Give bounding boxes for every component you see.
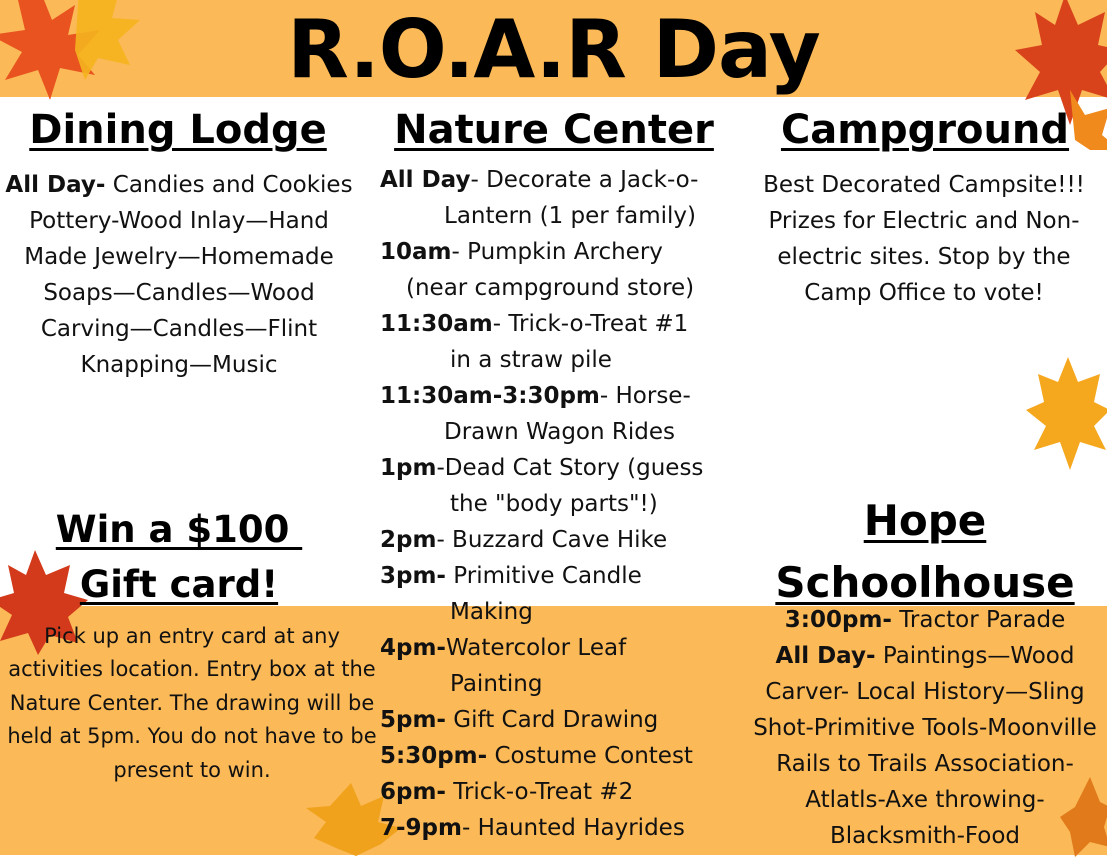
gift-card-text: Pick up an entry card at any activities location. Entry box at the Nature Center. The drawing will be held at 5pm. You do not have to be present to win. <box>7 624 377 782</box>
schedule-desc: Costume Contest <box>487 743 693 769</box>
hope-bold-2: All Day- <box>775 643 876 669</box>
schedule-desc: - Trick-o-Treat #1 <box>492 311 689 337</box>
schedule-item <box>380 738 730 774</box>
hope-heading-line1: Hope <box>863 496 987 545</box>
hope-bold-1: 3:00pm- <box>784 607 892 633</box>
schedule-time: All Day <box>380 167 471 193</box>
maple-leaf-right-middle-icon <box>1018 352 1107 472</box>
hope-text-2: Paintings—Wood Carver- Local History—Sling Shot-Primitive Tools-Moonville Rails to Trails Association-Atlatls-Axe throwing-Blacksmith-Food <box>753 643 1097 849</box>
hope-schoolhouse-heading <box>744 490 1106 614</box>
schedule-item <box>380 234 730 270</box>
nature-center-heading: Nature Center <box>394 107 714 153</box>
schedule-item <box>380 306 730 342</box>
schedule-item <box>380 702 730 738</box>
dining-bold-label: All Day- <box>5 172 106 198</box>
schedule-item <box>380 558 730 594</box>
hope-text-1: Tractor Parade <box>891 607 1066 633</box>
schedule-time: 11:30am <box>380 311 493 337</box>
schedule-desc: Primitive Candle <box>445 563 642 589</box>
dining-description: Candies and Cookies Pottery-Wood Inlay—Hand Made Jewelry—Homemade Soaps—Candles—Wood Carving—Candles—Flint Knapping—Music <box>24 172 353 378</box>
schedule-desc-continued: (near campground store) <box>406 275 695 301</box>
schedule-desc-continued: Lantern (1 per family) <box>444 203 696 229</box>
schedule-desc: - Pumpkin Archery <box>451 239 663 265</box>
campground-text: Best Decorated Campsite!!! Prizes for Electric and Non-electric sites. Stop by the Camp Office to vote! <box>763 172 1085 306</box>
schedule-desc: - Buzzard Cave Hike <box>436 527 668 553</box>
schedule-time: 6pm- <box>380 779 446 805</box>
schedule-time: 11:30am-3:30pm <box>380 383 600 409</box>
schedule-desc: - Haunted Hayrides <box>461 815 685 841</box>
schedule-desc: - Decorate a Jack-o- <box>470 167 699 193</box>
schedule-time: 5pm- <box>380 707 446 733</box>
schedule-time: 5:30pm- <box>380 743 488 769</box>
schedule-desc-continued: in a straw pile <box>450 347 612 373</box>
gift-card-heading <box>0 502 358 612</box>
hope-heading-line2: Schoolhouse <box>775 558 1075 607</box>
schedule-item <box>380 774 730 810</box>
schedule-time: 1pm <box>380 455 437 481</box>
schedule-item <box>380 522 730 558</box>
schedule-desc: Watercolor Leaf <box>445 635 627 661</box>
schedule-item <box>380 162 730 198</box>
schedule-item <box>380 630 730 666</box>
schedule-item <box>380 378 730 414</box>
nature-center-schedule <box>380 162 730 846</box>
hope-schoolhouse-text <box>746 602 1104 854</box>
dining-lodge-text <box>0 167 362 383</box>
schedule-desc: Gift Card Drawing <box>445 707 659 733</box>
schedule-desc: Trick-o-Treat #2 <box>445 779 634 805</box>
gift-card-heading-line2: Gift card! <box>79 563 279 606</box>
schedule-item <box>380 450 730 486</box>
schedule-desc-continued: Making <box>450 599 533 625</box>
schedule-desc-continued: Drawn Wagon Rides <box>444 419 675 445</box>
schedule-desc-continued: the "body parts"!) <box>450 491 658 517</box>
schedule-desc-continued: Painting <box>450 671 543 697</box>
schedule-time: 3pm- <box>380 563 446 589</box>
schedule-time: 7-9pm <box>380 815 462 841</box>
schedule-desc: - Horse- <box>599 383 691 409</box>
gift-card-heading-line1: Win a $100 <box>55 508 303 551</box>
campground-heading: Campground <box>780 107 1070 153</box>
dining-lodge-heading: Dining Lodge <box>29 107 327 153</box>
schedule-time: 10am <box>380 239 452 265</box>
schedule-time: 2pm <box>380 527 437 553</box>
schedule-desc: -Dead Cat Story (guess <box>436 455 704 481</box>
schedule-item <box>380 810 730 846</box>
page-title: R.O.A.R Day <box>287 3 820 96</box>
schedule-time: 4pm- <box>380 635 446 661</box>
